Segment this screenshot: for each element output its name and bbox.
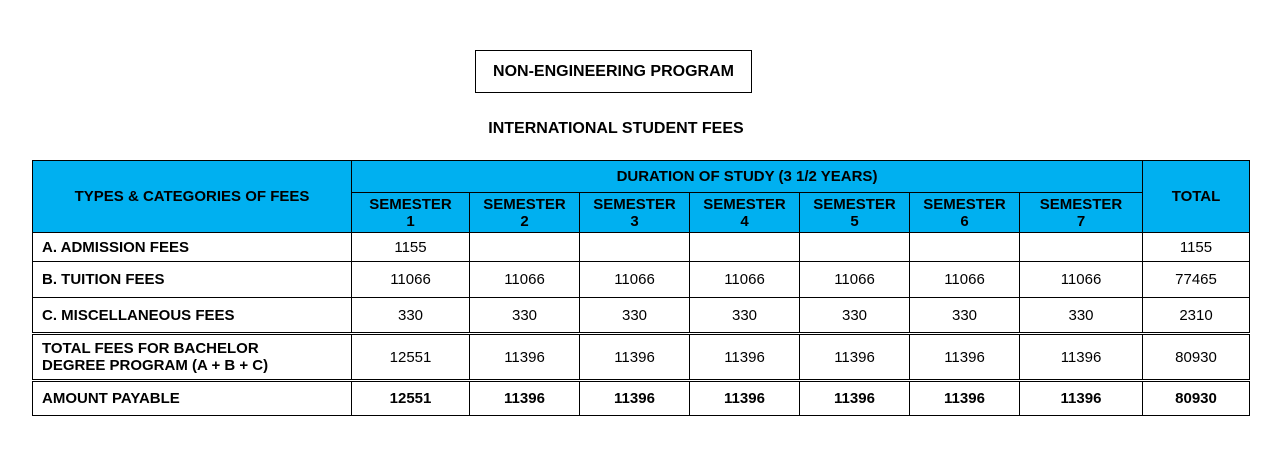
cell-total: 80930: [1143, 334, 1250, 381]
cell-total: 77465: [1143, 262, 1250, 298]
cell-value: 330: [470, 298, 580, 334]
header-semester-3: SEMESTER 3: [580, 193, 690, 233]
cell-value: 11066: [352, 262, 470, 298]
row-label: C. MISCELLANEOUS FEES: [33, 298, 352, 334]
cell-value: [470, 233, 580, 262]
cell-value: 11396: [470, 334, 580, 381]
header-types: TYPES & CATEGORIES OF FEES: [33, 161, 352, 233]
cell-value: 11396: [800, 334, 910, 381]
header-duration: DURATION OF STUDY (3 1/2 YEARS): [352, 161, 1143, 193]
row-label: AMOUNT PAYABLE: [33, 381, 352, 416]
header-total: TOTAL: [1143, 161, 1250, 233]
cell-value: 330: [910, 298, 1020, 334]
cell-value: 12551: [352, 334, 470, 381]
cell-value: 11066: [580, 262, 690, 298]
row-label: B. TUITION FEES: [33, 262, 352, 298]
cell-value: [1020, 233, 1143, 262]
cell-value: 11396: [580, 381, 690, 416]
row-admission-fees: [33, 233, 1250, 262]
cell-value: 11396: [580, 334, 690, 381]
row-miscellaneous-fees: [33, 298, 1250, 334]
cell-value: 330: [690, 298, 800, 334]
cell-value: [690, 233, 800, 262]
cell-value: 11396: [470, 381, 580, 416]
cell-value: 1155: [352, 233, 470, 262]
cell-value: 330: [352, 298, 470, 334]
cell-value: [910, 233, 1020, 262]
header-semester-5: SEMESTER 5: [800, 193, 910, 233]
header-semester-1: SEMESTER 1: [352, 193, 470, 233]
cell-total: 80930: [1143, 381, 1250, 416]
fees-subtitle: INTERNATIONAL STUDENT FEES: [488, 120, 744, 137]
cell-value: 11396: [690, 334, 800, 381]
cell-value: 12551: [352, 381, 470, 416]
cell-value: 330: [800, 298, 910, 334]
cell-value: 11396: [800, 381, 910, 416]
row-label: A. ADMISSION FEES: [33, 233, 352, 262]
cell-value: 11066: [910, 262, 1020, 298]
cell-value: 11396: [910, 334, 1020, 381]
cell-value: 11396: [690, 381, 800, 416]
header-semester-6: SEMESTER 6: [910, 193, 1020, 233]
cell-value: 11396: [1020, 334, 1143, 381]
fees-table: [32, 160, 1250, 416]
cell-value: [800, 233, 910, 262]
cell-value: 11396: [1020, 381, 1143, 416]
row-amount-payable: [33, 381, 1250, 416]
program-title: NON-ENGINEERING PROGRAM: [493, 62, 734, 80]
cell-value: 11066: [690, 262, 800, 298]
cell-value: 330: [580, 298, 690, 334]
cell-value: 11396: [910, 381, 1020, 416]
cell-value: 330: [1020, 298, 1143, 334]
row-tuition-fees: [33, 262, 1250, 298]
program-title-box: [475, 50, 752, 93]
cell-value: 11066: [800, 262, 910, 298]
cell-value: [580, 233, 690, 262]
header-semester-7: SEMESTER 7: [1020, 193, 1143, 233]
row-label: TOTAL FEES FOR BACHELOR DEGREE PROGRAM (A + B + C): [33, 334, 352, 381]
cell-total: 1155: [1143, 233, 1250, 262]
cell-value: 11066: [1020, 262, 1143, 298]
header-semester-4: SEMESTER 4: [690, 193, 800, 233]
header-semester-2: SEMESTER 2: [470, 193, 580, 233]
header-row-1: [33, 161, 1250, 193]
cell-total: 2310: [1143, 298, 1250, 334]
cell-value: 11066: [470, 262, 580, 298]
row-total-fees: [33, 334, 1250, 381]
